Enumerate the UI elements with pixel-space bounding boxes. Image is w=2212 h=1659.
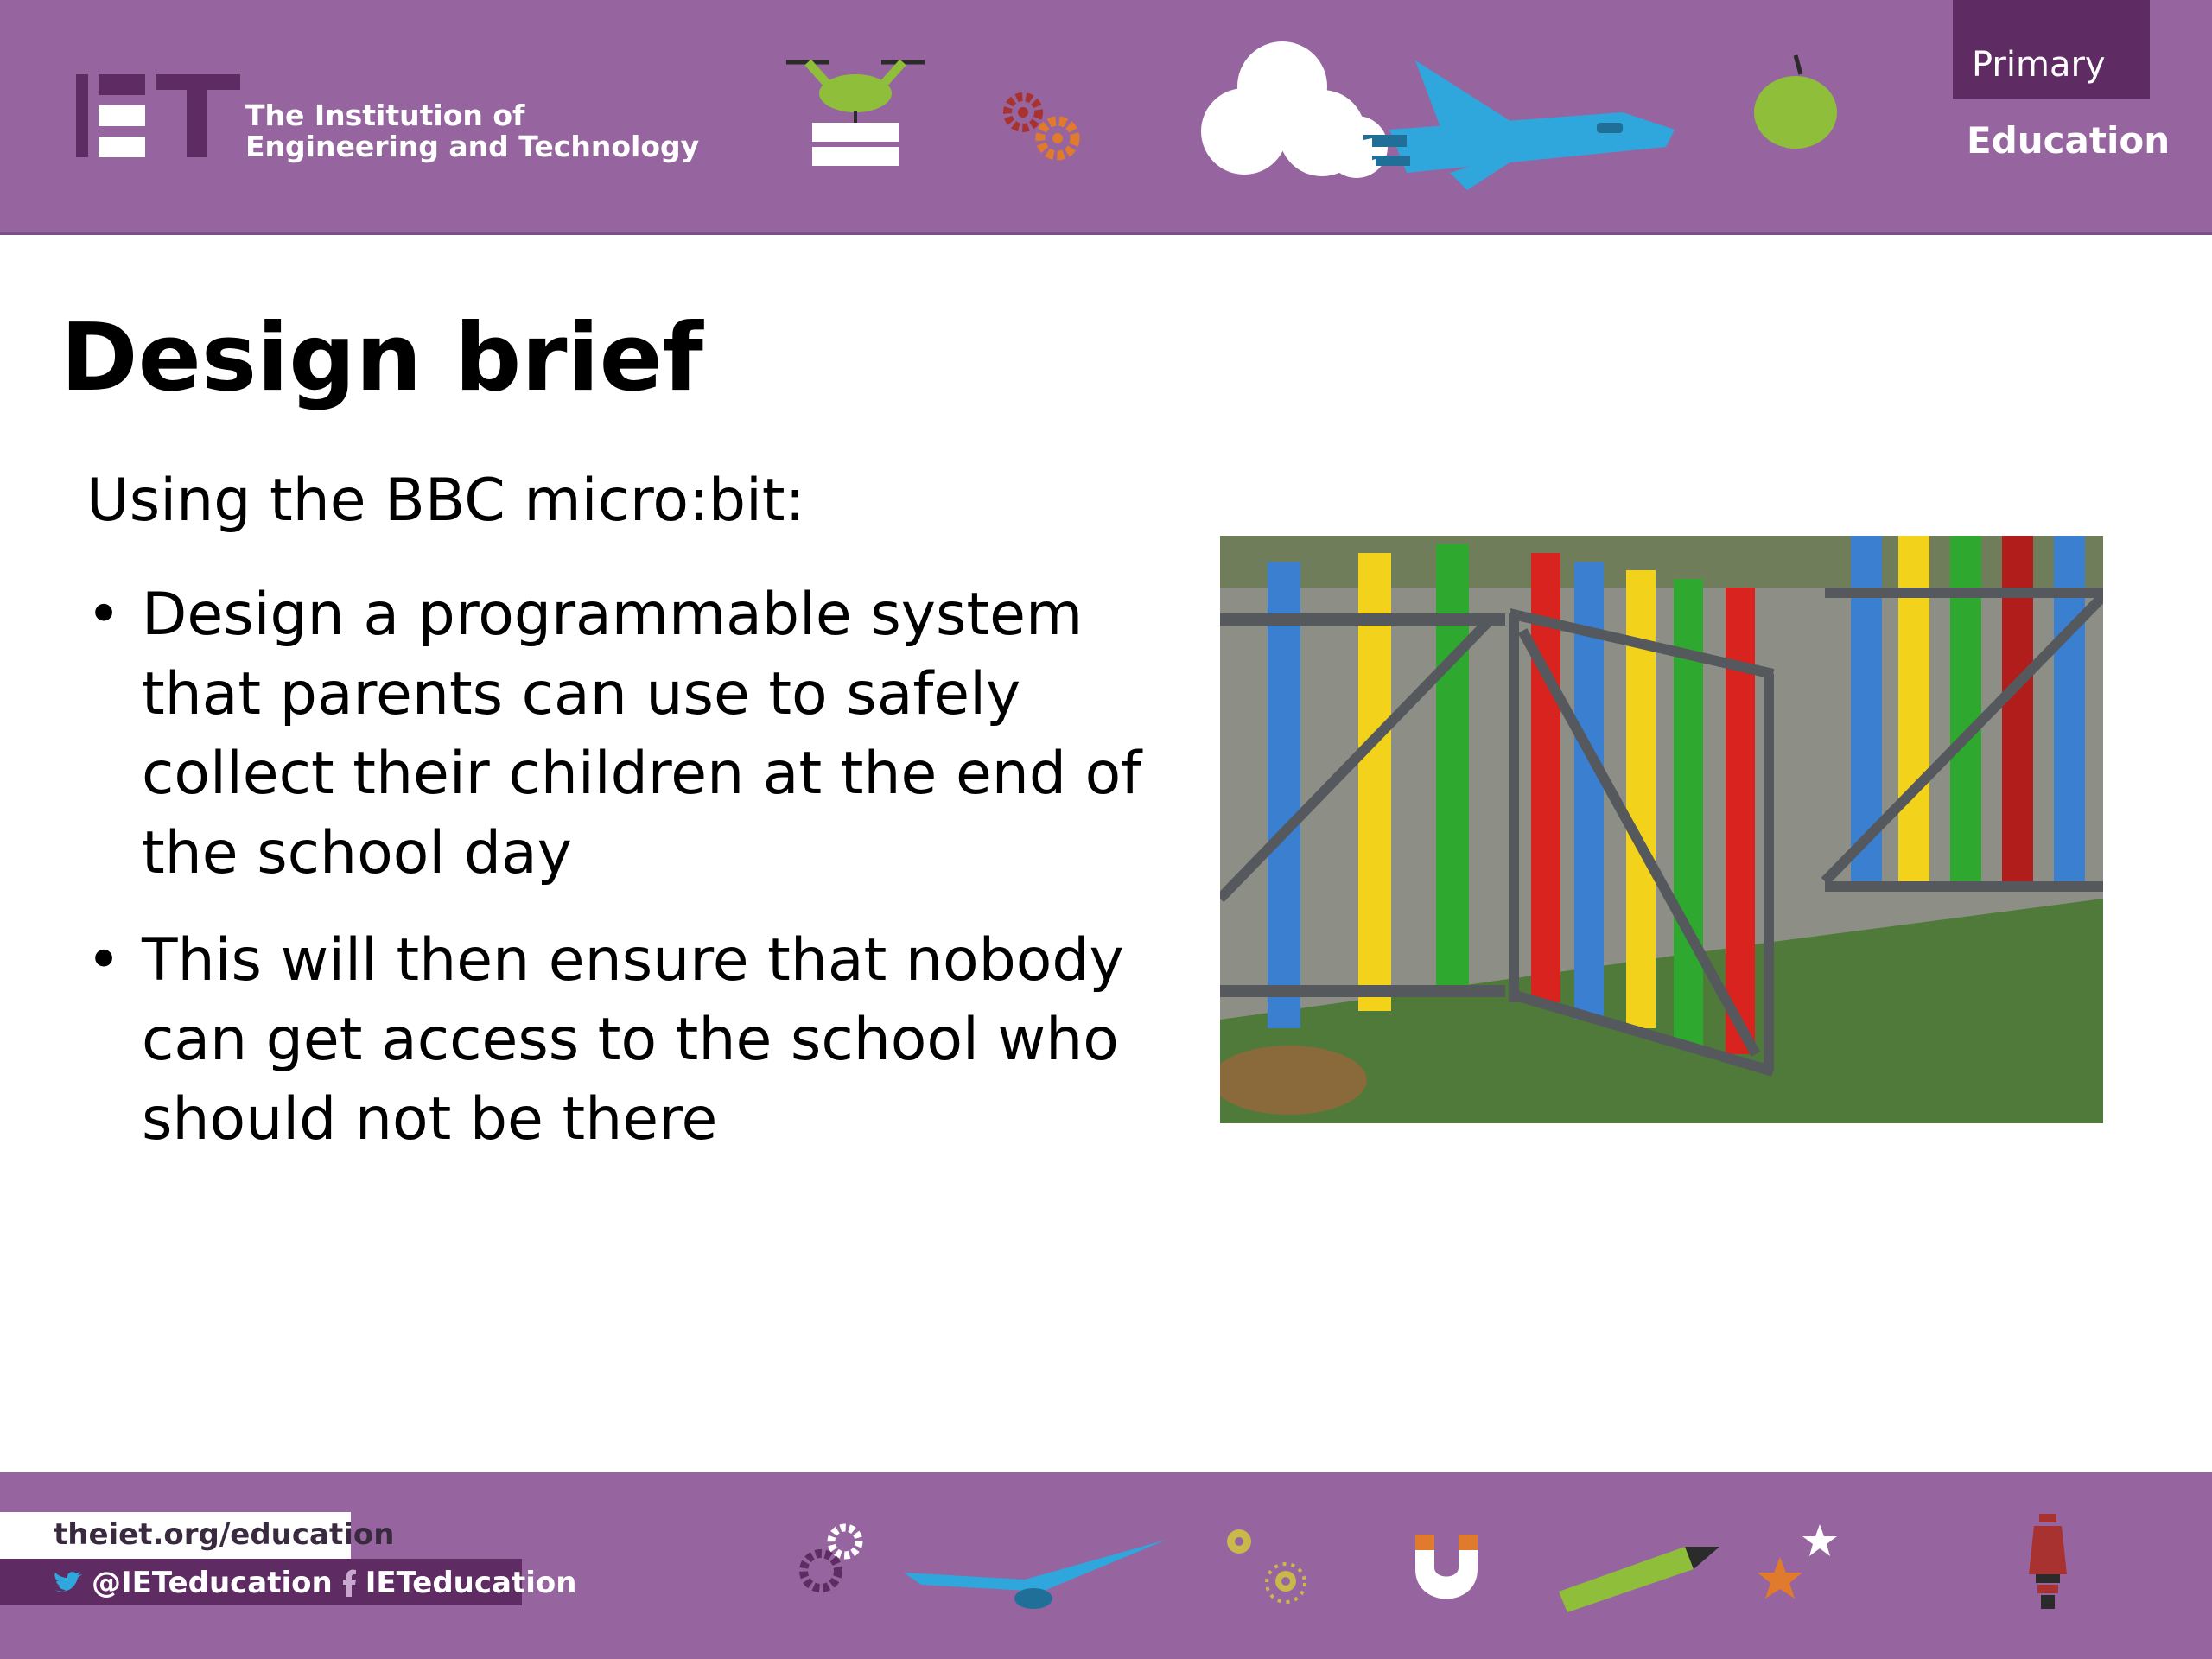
facebook-handle[interactable]: IETeducation (365, 1566, 577, 1600)
gears-icon (1001, 90, 1087, 168)
bullet-marker: • (86, 581, 122, 649)
gears-icon (795, 1521, 873, 1599)
slide-intro: Using the BBC micro:bit: (86, 467, 805, 535)
apple-icon (1751, 50, 1840, 150)
twitter-handle[interactable]: @IETeducation (92, 1566, 333, 1600)
level-education: Education (1967, 119, 2171, 162)
header-shade (0, 232, 2212, 235)
organization-line-1: The Institution of (245, 99, 525, 132)
organization-name (245, 100, 699, 162)
colorful-school-gate-photo (1220, 536, 2103, 1123)
bullet-item (86, 575, 1210, 893)
bullet-item (86, 921, 1210, 1160)
magnet-icon (1403, 1526, 1490, 1609)
organization-line-2: Engineering and Technology (245, 130, 700, 163)
bulb-icon (2022, 1514, 2074, 1618)
space-shuttle-icon (1338, 52, 1692, 199)
level-primary: Primary (1972, 45, 2106, 85)
lightbulb-icon (1218, 1521, 1313, 1616)
stars-icon (1749, 1517, 1844, 1612)
twitter-icon (54, 1571, 83, 1595)
drone-icon (778, 52, 933, 190)
bullet-text: This will then ensure that nobody can get access to the school who should not be there (142, 926, 1124, 1154)
website-link[interactable]: theiet.org/education (54, 1517, 395, 1552)
facebook-icon (341, 1569, 357, 1597)
iet-logo (76, 74, 240, 157)
pencil-icon (1555, 1535, 1719, 1612)
glider-icon (904, 1529, 1166, 1612)
bullet-list (86, 575, 1210, 1187)
bullet-text: Design a programmable system that parents can use to safely collect their children at the end of the school day (142, 581, 1142, 887)
bullet-marker: • (86, 926, 122, 995)
slide-title: Design brief (60, 304, 703, 412)
social-links (54, 1566, 576, 1600)
